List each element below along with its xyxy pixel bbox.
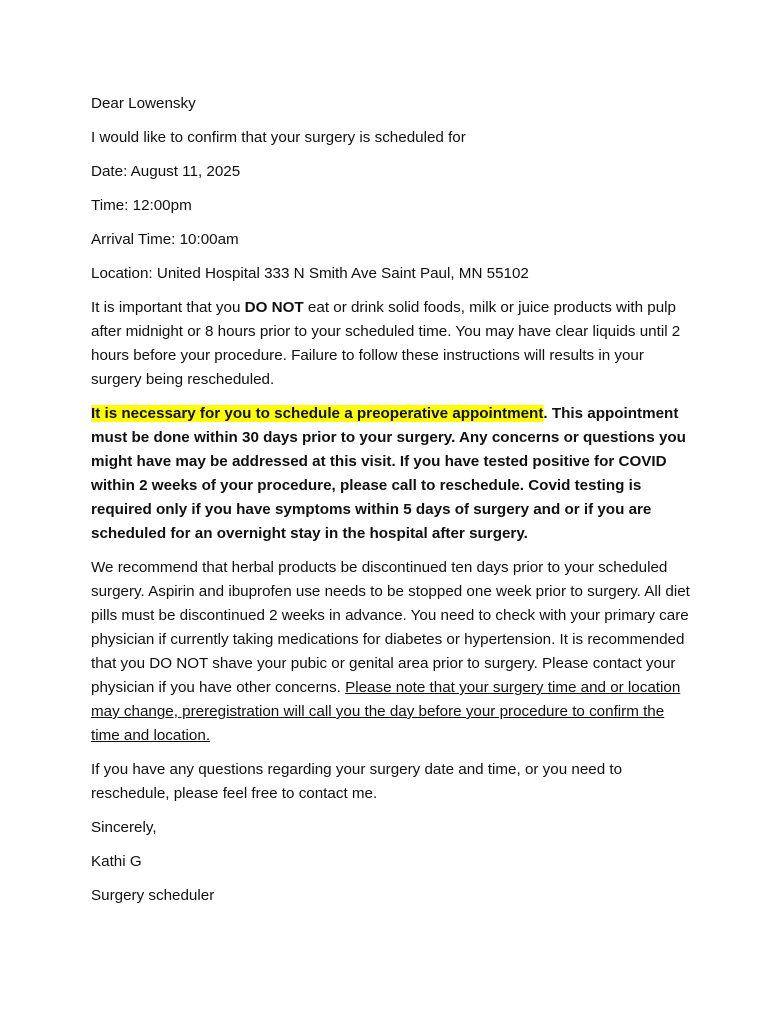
recommendations-paragraph bbox=[91, 556, 691, 748]
location-line: Location: United Hospital 333 N Smith Ave Saint Paul, MN 55102 bbox=[91, 265, 529, 282]
fasting-emphasis: DO NOT bbox=[244, 299, 304, 316]
schedule-change-note: Please note that your surgery time and or location may change, preregistration will call you the day before your procedure to confirm the time and location. bbox=[91, 679, 681, 744]
preop-paragraph bbox=[91, 402, 691, 546]
time-line: Time: 12:00pm bbox=[91, 197, 192, 214]
fasting-post: eat or drink solid foods, milk or juice products with pulp after midnight or 8 hours prior to your scheduled time. You may have clear liquids until 2 hours before your procedure. Failure to follow these instructions will results in your surgery being rescheduled. bbox=[91, 299, 681, 388]
arrival-time-line: Arrival Time: 10:00am bbox=[91, 231, 239, 248]
fasting-instructions bbox=[91, 296, 691, 392]
intro-line: I would like to confirm that your surgery is scheduled for bbox=[91, 129, 466, 146]
signer-title: Surgery scheduler bbox=[91, 887, 215, 904]
recommendations-text: We recommend that herbal products be discontinued ten days prior to your scheduled surgery. Aspirin and ibuprofen use needs to be stopped one week prior to surgery. All diet pills must be discontinued 2 weeks in advance. You need to check with your primary care physician if currently taking medications for diabetes or hypertension. It is recommended that you DO NOT shave your pubic or genital area prior to surgery. Please contact your physician if you have other concerns. bbox=[91, 559, 690, 696]
preop-highlight: It is necessary for you to schedule a preoperative appointment bbox=[91, 405, 544, 422]
salutation: Dear Lowensky bbox=[91, 95, 196, 112]
questions-paragraph: If you have any questions regarding your surgery date and time, or you need to reschedule, please feel free to contact me. bbox=[91, 761, 623, 802]
fasting-pre: It is important that you bbox=[91, 299, 245, 316]
preop-rest: . This appointment must be done within 30 days prior to your surgery. Any concerns or questions you might have may be addressed at this visit. If you have tested positive for COVID within 2 weeks of your procedure, please call to reschedule. Covid testing is required only if you have symptoms within 5 days of surgery and or if you are scheduled for an overnight stay in the hospital after surgery. bbox=[91, 405, 686, 542]
letter-body bbox=[91, 92, 691, 918]
date-line: Date: August 11, 2025 bbox=[91, 163, 241, 180]
signer-name: Kathi G bbox=[91, 853, 142, 870]
closing: Sincerely, bbox=[91, 819, 157, 836]
